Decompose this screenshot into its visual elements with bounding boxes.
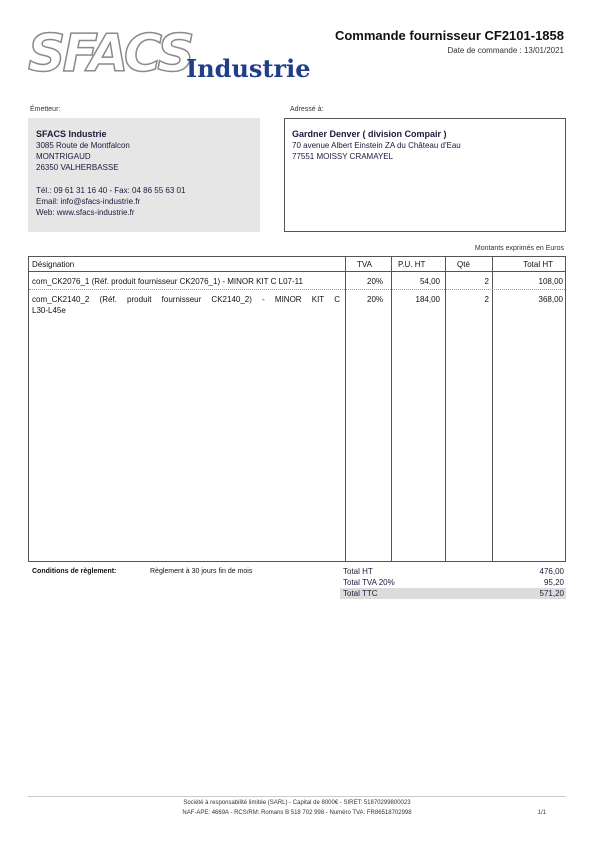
row-divider [29,289,565,290]
total-tva-value: 95,20 [543,578,564,587]
row1-qty: 2 [484,277,489,286]
total-ht-label: Total HT [343,567,373,576]
footer-legal-line1: Société à responsabilité limitée (SARL) - Capital de 8000€ - SIRET: 51870299800023 [183,800,411,806]
recipient-label: Adressé à: [290,106,324,113]
row2-designation: com_CK2140_2 (Réf. produit fournisseur CK2140_2) - MINOR KIT C [32,295,340,304]
column-divider [492,257,493,561]
total-ttc-label: Total TTC [343,589,378,598]
column-divider [345,257,346,561]
totals-block [340,566,566,599]
sender-email: Email: info@sfacs-industrie.fr [36,197,141,206]
sender-name: SFACS Industrie [36,129,107,139]
row1-unit-price: 54,00 [419,277,440,286]
row2-unit-price: 184,00 [415,295,440,304]
page-title: Commande fournisseur CF2101-1858 [334,28,564,43]
column-header-vat: TVA [357,260,372,269]
row2-designation-cont: L30-L45e [32,306,66,315]
total-ttc-value: 571,20 [539,589,564,598]
sender-address: 3085 Route de Montfalcon [36,141,130,150]
sender-label: Émetteur: [30,106,61,113]
total-tva-row [340,577,566,588]
column-header-qty: Qté [457,260,470,269]
column-header-unit-price: P.U. HT [398,260,426,269]
logo-brand: SFACS [28,24,192,84]
row2-total: 368,00 [538,295,563,304]
page-number: 1/1 [537,810,546,816]
column-divider [391,257,392,561]
sender-web: Web: www.sfacs-industrie.fr [36,208,135,217]
sender-box [28,118,260,232]
column-divider [445,257,446,561]
sender-zip-city: 26350 VALHERBASSE [36,163,119,172]
column-header-total: Total HT [523,260,553,269]
order-date: Date de commande : 13/01/2021 [447,46,564,55]
sender-phone: Tél.: 09 61 31 16 40 - Fax: 04 86 55 63 01 [36,186,186,195]
recipient-zip-city: 77551 MOISSY CRAMAYEL [292,152,394,161]
total-tva-label: Total TVA 20% [343,578,395,587]
payment-terms-value: Règlement à 30 jours fin de mois [150,568,253,575]
row2-qty: 2 [484,295,489,304]
sender-city: MONTRIGAUD [36,152,91,161]
footer-divider [28,796,566,797]
row1-vat: 20% [367,277,384,286]
header-divider [29,271,565,272]
column-header-designation: Désignation [32,260,75,269]
items-table [28,256,566,562]
total-ttc-row [340,588,566,599]
row2-vat: 20% [367,295,384,304]
payment-terms-label: Conditions de règlement: [32,568,117,575]
row1-designation: com_CK2076_1 (Réf. produit fournisseur CK2076_1) - MINOR KIT C L07-11 [32,277,303,286]
currency-note: Montants exprimés en Euros [474,245,564,252]
footer-legal-line2: NAF-APE: 4669A - RCS/RM: Romans B 518 702 998 - Numéro TVA: FR86518702998 [182,810,412,816]
recipient-address: 70 avenue Albert Einstein ZA du Château d'Eau [292,141,461,150]
company-logo [28,24,318,88]
row1-total: 108,00 [538,277,563,286]
total-ht-value: 476,00 [539,567,564,576]
recipient-box [284,118,566,232]
recipient-name: Gardner Denver ( division Compair ) [292,129,447,139]
total-ht-row [340,566,566,577]
logo-suffix: Industrie [186,54,311,83]
